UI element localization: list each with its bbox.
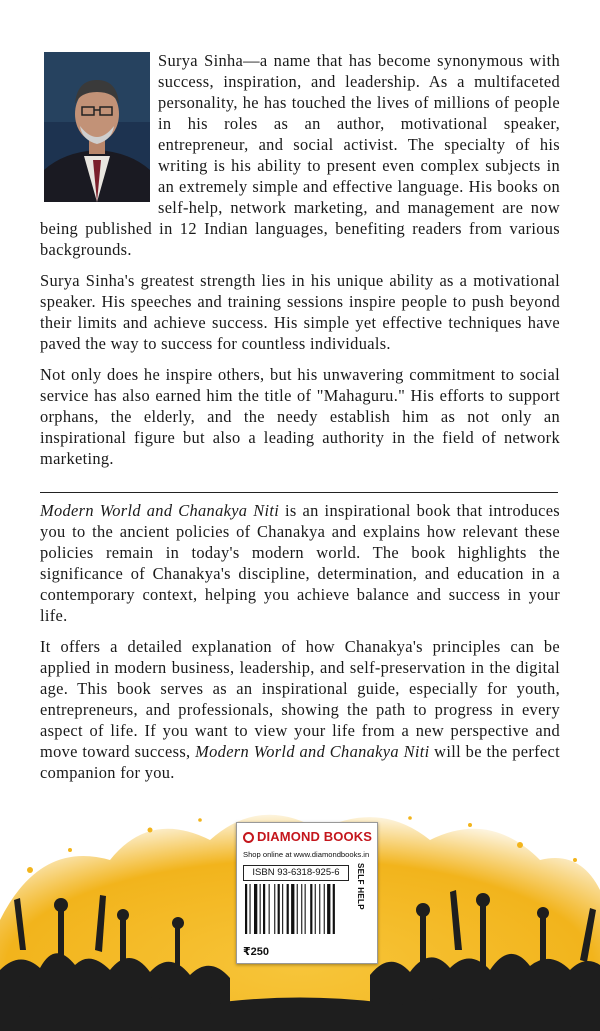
bio-paragraph-1: Surya Sinha—a name that has become synonymous with success, inspiration, and leadership. As a multifaceted personality, he has touched the lives of millions of people in his roles as an author, motivational speaker, entrepreneur, and social activist. The specialty of his writing is his ability to present even complex subjects in an extremely simple and effective language. His books on self-help, network marketing, and management are now being published in 12 Indian languages, benefiting readers from various backgrounds.	[40, 51, 560, 259]
diamond-logo-icon	[243, 832, 254, 843]
barcode	[243, 884, 347, 942]
description-paragraph-1: Modern World and Chanakya Niti is an inspirational book that introduces you to the ancient policies of Chanakya and explains how relevant these policies remain in today's modern world. The book highlights the significance of Chanakya's discipline, determination, and education in a contemporary context, helping you achieve balance and success in your life.	[40, 501, 560, 625]
barcode-sticker	[236, 822, 378, 964]
description-paragraph-2: It offers a detailed explanation of how Chanakya's principles can be applied in modern business, leadership, and self-preservation in the digital age. This book serves as an inspirational guide, especially for youth, entrepreneurs, and professionals, showing the path to progress in every aspect of life. If you want to view your life from a new perspective and move toward success, Modern World and Chanakya Niti will be the perfect companion for you.	[40, 637, 560, 782]
isbn-box: ISBN 93-6318-925-6	[243, 865, 349, 881]
book-title: Modern World and Chanakya Niti	[40, 501, 280, 520]
publisher-logo: DIAMOND BOOKS	[243, 829, 372, 847]
book-title-inline: Modern World and Chanakya Niti	[195, 742, 430, 761]
book-description	[40, 500, 560, 793]
price-tag: ₹250	[243, 946, 270, 958]
bio-paragraph-3: Not only does he inspire others, but his unwavering commitment to social service has also earned him the title of "Mahaguru." His efforts to support orphans, the elderly, and the needy establish him as not only an inspirational figure but also a leading authority in the field of network marketing.	[40, 365, 560, 468]
author-bio	[40, 50, 560, 479]
section-divider	[40, 492, 558, 493]
shop-online-text: Shop online at www.diamondbooks.in	[243, 850, 370, 859]
bio-paragraph-2: Surya Sinha's greatest strength lies in his unique ability as a motivational speaker. His speeches and training sessions inspire people to push beyond their limits and achieve success. His simple yet effective techniques have paved the way to success for countless individuals.	[40, 271, 560, 353]
category-label: SELF HELP	[356, 863, 365, 910]
